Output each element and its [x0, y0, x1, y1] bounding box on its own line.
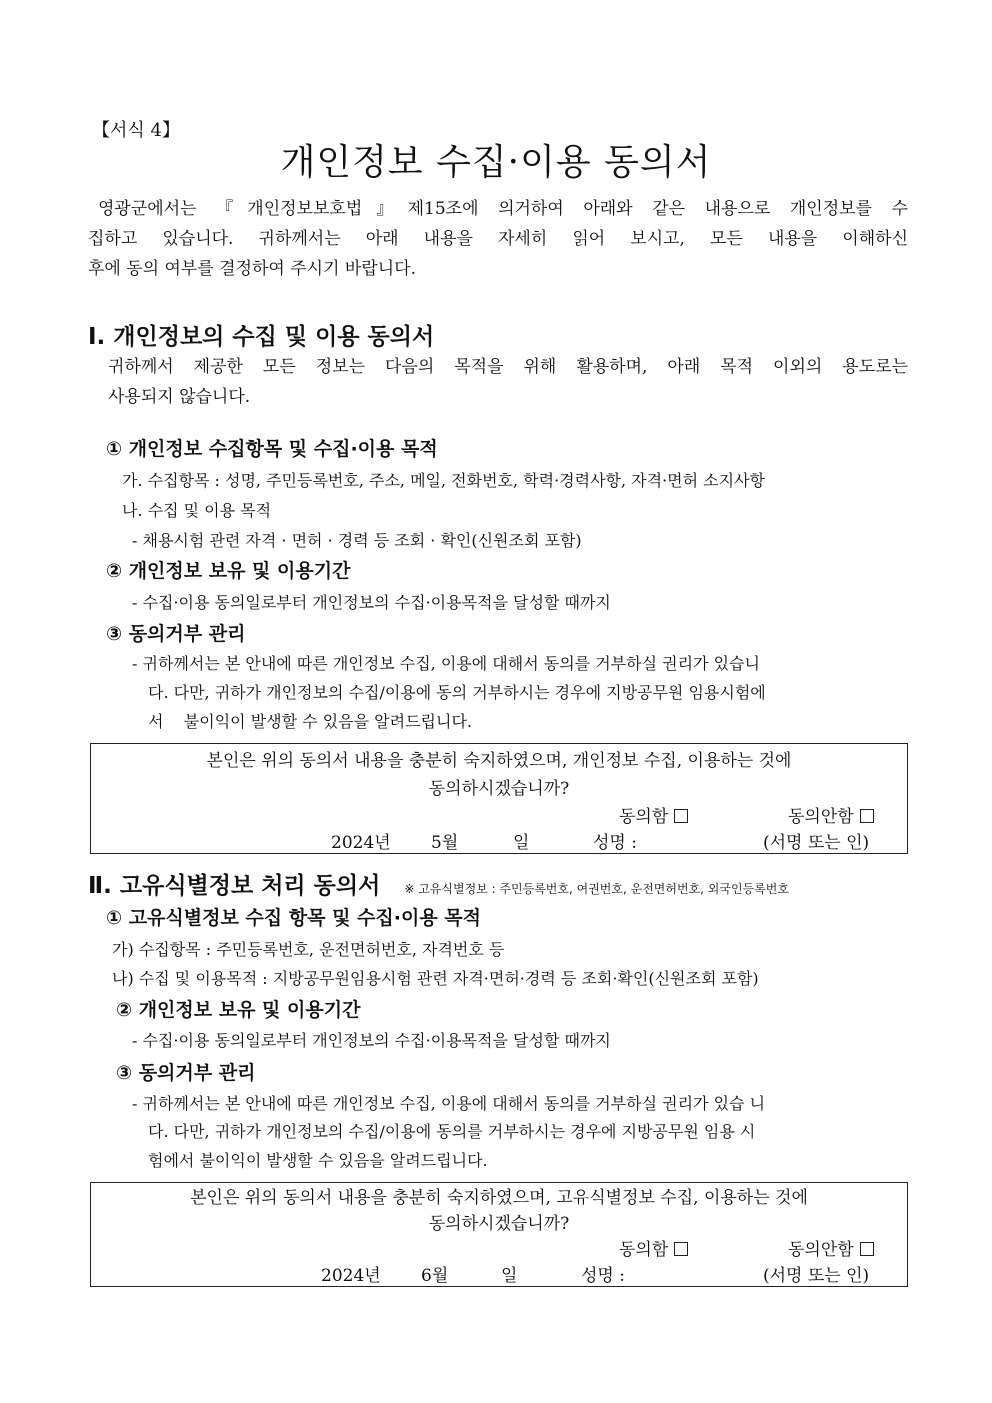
consent1-line-2: 동의하시겠습니까? — [428, 779, 570, 799]
consent2-line-1: 본인은 위의 동의서 내용을 충분히 숙지하였으며, 고유식별정보 수집, 이용하는 것에 — [190, 1188, 808, 1208]
consent1-disagree-checkbox[interactable] — [860, 809, 874, 823]
section1-description — [108, 352, 908, 412]
consent1-sign: (서명 또는 인) — [763, 833, 870, 853]
section2-sub3-line-1: - 귀하께서는 본 안내에 따른 개인정보 수집, 이용에 대해서 동의를 거부하실 권리가 있습 니 — [132, 1094, 766, 1113]
consent1-month: 5월 — [431, 833, 459, 853]
consent1-agree-checkbox[interactable] — [674, 809, 688, 823]
section1-sub1-title: ① 개인정보 수집항목 및 수집·이용 목적 — [106, 438, 438, 460]
consent2-day: 일 — [501, 1266, 518, 1286]
section1-sub2-detail: - 수집·이용 동의일로부터 개인정보의 수집·이용목적을 달성할 때까지 — [132, 593, 611, 612]
section2-sub2-title: ② 개인정보 보유 및 이용기간 — [116, 999, 361, 1021]
section2-sub1-purpose: 나) 수집 및 이용목적 : 지방공무원임용시험 관련 자격·면허·경력 등 조회·확인(신원조회 포함) — [112, 969, 759, 988]
section1-sub1-purpose: 나. 수집 및 이용 목적 — [122, 501, 272, 520]
consent2-name-label: 성명 : — [581, 1266, 625, 1286]
section1-sub3-line-1: - 귀하께서는 본 안내에 따른 개인정보 수집, 이용에 대해서 동의를 거부하실 권리가 있습니 — [132, 654, 760, 673]
consent2-disagree-checkbox[interactable] — [860, 1242, 874, 1256]
section2-title-row — [88, 867, 789, 900]
section1-desc-line-2: 사용되지 않습니다. — [108, 387, 251, 407]
consent-box-1 — [90, 743, 908, 854]
consent2-disagree-option[interactable] — [788, 1235, 874, 1260]
page-title: 개인정보 수집·이용 동의서 — [280, 142, 712, 183]
section2-sub3-title: ③ 동의거부 관리 — [116, 1062, 256, 1084]
consent1-agree-option[interactable] — [619, 802, 688, 827]
consent1-line-1: 본인은 위의 동의서 내용을 충분히 숙지하였으며, 개인정보 수집, 이용하는 것에 — [206, 751, 792, 771]
consent2-year: 2024년 — [321, 1266, 381, 1286]
consent2-line-2: 동의하시겠습니까? — [428, 1214, 570, 1234]
section2-sub3-line-2: 다. 다만, 귀하가 개인정보의 수집/이용에 동의를 거부하시는 경우에 지방공무원 임용 시 — [148, 1122, 756, 1141]
intro-line-2: 집하고 있습니다. 귀하께서는 아래 내용을 자세히 읽어 보시고, 모든 내용을 이해하신 — [88, 229, 908, 249]
consent1-day: 일 — [513, 833, 530, 853]
consent2-agree-option[interactable] — [619, 1235, 688, 1260]
consent1-disagree-label: 동의안함 — [788, 807, 854, 827]
section1-title: Ⅰ. 개인정보의 수집 및 이용 동의서 — [88, 324, 435, 350]
consent1-disagree-option[interactable] — [788, 802, 874, 827]
section2-title: Ⅱ. 고유식별정보 처리 동의서 — [88, 873, 381, 899]
section1-desc-line-1: 귀하께서 제공한 모든 정보는 다음의 목적을 위해 활용하며, 아래 목적 이외의 용도로는 — [108, 357, 908, 377]
section2-sub1-items: 가) 수집항목 : 주민등록번호, 운전면허번호, 자격번호 등 — [112, 940, 505, 959]
section1-sub3-title: ③ 동의거부 관리 — [106, 623, 246, 645]
form-label: 【서식 4】 — [92, 120, 180, 141]
section1-sub1-purpose-detail: - 채용시험 관련 자격 · 면허 · 경력 등 조회 · 확인(신원조회 포함) — [132, 531, 582, 550]
section1-sub2-title: ② 개인정보 보유 및 이용기간 — [106, 560, 351, 582]
section1-sub3-line-2: 다. 다만, 귀하가 개인정보의 수집/이용에 동의 거부하시는 경우에 지방공무원 임용시험에 — [148, 683, 766, 702]
consent1-year: 2024년 — [331, 833, 391, 853]
consent1-name-label: 성명 : — [593, 833, 637, 853]
section2-sub3-line-3: 험에서 불이익이 발생할 수 있음을 알려드립니다. — [148, 1151, 488, 1170]
consent2-sign: (서명 또는 인) — [763, 1266, 870, 1286]
section2-sub1-title: ① 고유식별정보 수집 항목 및 수집·이용 목적 — [106, 907, 482, 929]
consent2-month: 6월 — [421, 1266, 449, 1286]
consent2-disagree-label: 동의안함 — [788, 1240, 854, 1260]
consent2-agree-label: 동의함 — [619, 1240, 669, 1260]
section1-sub3-line-3: 서 불이익이 발생할 수 있음을 알려드립니다. — [148, 712, 472, 731]
section2-note: ※ 고유식별정보 : 주민등록번호, 여권번호, 운전면허번호, 외국인등록번호 — [404, 882, 789, 896]
section1-sub1-items: 가. 수집항목 : 성명, 주민등록번호, 주소, 메일, 전화번호, 학력·경력사항, 자격·면허 소지사항 — [122, 471, 765, 490]
consent2-agree-checkbox[interactable] — [674, 1242, 688, 1256]
consent1-agree-label: 동의함 — [619, 807, 669, 827]
intro-line-1: 영광군에서는 『개인정보보호법』제15조에 의거하여 아래와 같은 내용으로 개인정보를 수 — [98, 199, 908, 219]
section2-sub2-detail: - 수집·이용 동의일로부터 개인정보의 수집·이용목적을 달성할 때까지 — [132, 1031, 611, 1050]
intro-paragraph — [88, 194, 908, 284]
consent-box-2 — [90, 1182, 908, 1287]
intro-line-3: 후에 동의 여부를 결정하여 주시기 바랍니다. — [88, 259, 417, 279]
